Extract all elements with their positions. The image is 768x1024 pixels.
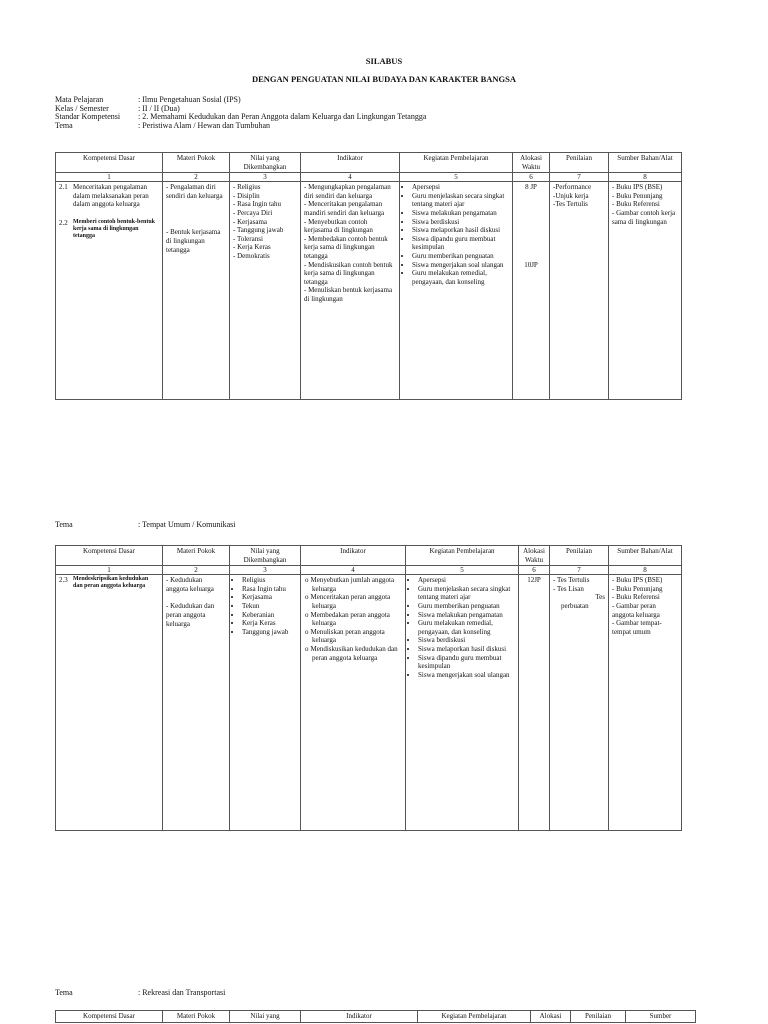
list-item: • Guru memberikan penguatan — [412, 252, 509, 261]
col-header: Sumber Bahan/Alat — [609, 153, 682, 173]
list-item: o Menuliskan peran anggota keluarga — [312, 628, 402, 645]
list-item: • Tanggung jawab — [242, 628, 297, 637]
col-number: 4 — [301, 173, 400, 182]
kd-text: Menceritakan pengalaman dalam melaksanakan peran dalam anggota keluarga — [73, 183, 149, 209]
col-header: Nilai yang — [230, 1011, 301, 1023]
tema-key: Tema — [55, 520, 73, 529]
list-item: • Siswa melaporkan hasil diskusi — [412, 226, 509, 235]
col-header: Kegiatan Pembelajaran — [418, 1011, 531, 1023]
col-number: 5 — [406, 566, 519, 575]
sumber-cell — [609, 575, 682, 831]
col-number: 3 — [230, 173, 301, 182]
list-item: - Buku Referensi — [612, 200, 660, 209]
col-number-row — [56, 566, 682, 575]
col-header: Materi Pokok — [163, 1011, 230, 1023]
list-item: - Demokratis — [233, 251, 270, 260]
col-number: 5 — [400, 173, 513, 182]
col-header: Indikator — [301, 1011, 418, 1023]
table-row — [56, 575, 682, 831]
list-item: - Tanggung jawab — [233, 226, 284, 235]
col-header: Penilaian — [571, 1011, 626, 1023]
col-header: Kegiatan Pembelajaran — [400, 153, 513, 173]
alokasi-value: 8 JP — [525, 183, 537, 192]
list-item: • Siswa dipandu guru membuat kesimpulan — [412, 235, 509, 252]
col-number: 7 — [550, 566, 609, 575]
list-item: • Siswa melakukan pengamatan — [418, 611, 515, 620]
col-header: Materi Pokok — [163, 153, 230, 173]
list-item: - Membedakan contoh bentuk kerja sama di lingkungan tetangga — [304, 234, 388, 260]
col-number: 2 — [163, 566, 230, 575]
list-item: • Apersepsi — [418, 576, 515, 585]
col-number: 4 — [301, 566, 406, 575]
tema-line — [55, 988, 225, 997]
materi-item: - Kedudukan anggota keluarga — [166, 576, 214, 593]
info-key: Kelas / Semester — [55, 103, 109, 113]
col-header: Materi Pokok — [163, 546, 230, 566]
nilai-cell — [230, 575, 301, 831]
list-item: • Guru menjelaskan secara singkat tentang materi ajar — [412, 192, 509, 209]
materi-cell — [163, 182, 230, 400]
col-header: Kegiatan Pembelajaran — [406, 546, 519, 566]
col-number: 1 — [56, 173, 163, 182]
col-header: Alokasi Waktu — [519, 546, 550, 566]
alokasi-cell — [519, 575, 550, 831]
col-header: Kompetensi Dasar — [56, 1011, 163, 1023]
tema-key: Tema — [55, 988, 73, 997]
list-item: - Menyebutkan contoh kerjasama di lingkungan — [304, 217, 373, 235]
kompetensi-dasar-cell — [56, 575, 163, 831]
list-item: o Menceritakan peran anggota keluarga — [312, 593, 402, 610]
syllabus-table-3 — [55, 1010, 696, 1023]
list-item: - Buku IPS (BSE) — [612, 183, 663, 192]
list-item: • Siswa dipandu guru membuat kesimpulan — [418, 654, 515, 671]
col-header: Penilaian — [550, 153, 609, 173]
col-number: 8 — [609, 566, 682, 575]
info-key: Standar Kompetensi — [55, 112, 121, 122]
table-row — [56, 182, 682, 400]
info-key: Mata Pelajaran — [55, 95, 104, 104]
penilaian-cell — [550, 182, 609, 400]
list-item: • Guru melakukan remedial, pengayaan, dan konseling — [418, 619, 515, 636]
info-value: : II / II (Dua) — [138, 103, 180, 113]
info-key: Tema — [55, 120, 73, 130]
list-item: - Kerja Keras — [233, 243, 271, 252]
list-item: • Guru memberikan penguatan — [418, 602, 515, 611]
list-item: - Tes Lisan — [553, 584, 584, 593]
list-item: - Percaya Diri — [233, 208, 273, 217]
kegiatan-cell — [406, 575, 519, 831]
col-header: Sumber Bahan/Alat — [609, 546, 682, 566]
kd-number: 2.3 — [59, 576, 68, 585]
tema-line — [55, 520, 236, 529]
col-header: Alokasi — [531, 1011, 571, 1023]
list-item: • Apersepsi — [412, 183, 509, 192]
alokasi-cell — [513, 182, 550, 400]
col-number: 6 — [519, 566, 550, 575]
list-item: o Membedakan peran anggota keluarga — [312, 611, 402, 628]
col-header: Kompetensi Dasar — [56, 153, 163, 173]
table-header-row — [56, 546, 682, 566]
list-item: • Siswa mengerjakan soal ulangan — [412, 261, 509, 270]
syllabus-table-1 — [55, 152, 682, 400]
list-item: • Siswa berdiskusi — [418, 636, 515, 645]
list-item: • Rasa Ingin tahu — [242, 585, 297, 594]
kd-number: 2.1 — [59, 183, 68, 192]
kegiatan-cell — [400, 182, 513, 400]
indikator-cell — [301, 575, 406, 831]
col-header: Alokasi Waktu — [513, 153, 550, 173]
col-header: Indikator — [301, 153, 400, 173]
list-item: perbuatan — [561, 601, 589, 610]
list-item: • Siswa melaporkan hasil diskusi — [418, 645, 515, 654]
list-item: - Menuliskan bentuk kerjasama di lingkungan — [304, 286, 393, 303]
list-item: -Tes Tertulis — [553, 200, 588, 209]
list-item: • Kerjasama — [242, 593, 297, 602]
indikator-cell — [301, 182, 400, 400]
info-value: : Peristiwa Alam / Hewan dan Tumbuhan — [138, 120, 270, 130]
list-item: - Religius — [233, 183, 261, 192]
kompetensi-dasar-cell — [56, 182, 163, 400]
list-item: • Kerja Keras — [242, 619, 297, 628]
col-number-row — [56, 173, 682, 182]
col-number: 3 — [230, 566, 301, 575]
list-item: • Keberanian — [242, 611, 297, 620]
col-header: Kompetensi Dasar — [56, 546, 163, 566]
materi-item: - Pengalaman diri sendiri dan keluarga — [166, 183, 223, 200]
materi-item: - Bentuk kerjasama di lingkungan tetangga — [166, 228, 221, 254]
col-header: Nilai yang Dikembangkan — [230, 546, 301, 566]
document-title: SILABUS — [365, 56, 403, 66]
materi-item: - Kedudukan dan peran anggota keluarga — [166, 602, 215, 628]
list-item: - Buku IPS (BSE) — [612, 576, 663, 585]
list-item: • Siswa berdiskusi — [412, 218, 509, 227]
info-row — [55, 122, 426, 131]
list-item: - Menceritakan pengalaman mandiri sendiri dan keluarga — [304, 200, 385, 217]
materi-cell — [163, 575, 230, 831]
list-item: o Mendiskusikan kedudukan dan peran anggota keluarga — [312, 645, 402, 662]
nilai-cell — [230, 182, 301, 400]
kd-text: Mendeskripsikan kedudukan dan peran anggota keluarga — [73, 576, 149, 590]
list-item: • Religius — [242, 576, 297, 585]
list-item: -Performance — [553, 183, 592, 192]
info-value: : 2. Memahami Kedudukan dan Peran Anggota dalam Keluarga dan Lingkungan Tetangga — [138, 112, 427, 122]
list-item: • Guru melakukan remedial, pengayaan, dan konseling — [412, 269, 509, 286]
list-item: - Buku Referensi — [612, 593, 660, 602]
table-header-row — [56, 153, 682, 173]
kd-text: Memberi contoh bentuk-bentuk kerja sama di lingkungan tetangga — [73, 218, 156, 239]
sumber-cell — [609, 182, 682, 400]
list-item: - Disiplin — [233, 191, 260, 200]
col-header: Indikator — [301, 546, 406, 566]
tema-value: : Rekreasi dan Transportasi — [138, 988, 226, 997]
info-block — [55, 96, 426, 130]
document-subtitle: DENGAN PENGUATAN NILAI BUDAYA DAN KARAKTER BANGSA — [251, 74, 516, 84]
tema-value: : Tempat Umum / Komunikasi — [138, 520, 236, 529]
col-number: 2 — [163, 173, 230, 182]
syllabus-table-2 — [55, 545, 682, 831]
list-item: o Menyebutkan jumlah anggota keluarga — [312, 576, 402, 593]
list-item: • Siswa melakukan pengamatan — [412, 209, 509, 218]
list-item: - Toleransi — [233, 234, 263, 243]
info-row — [55, 96, 426, 105]
table-header-row — [56, 1011, 696, 1023]
list-item: - Rasa Ingin tahu — [233, 200, 282, 209]
list-item: - Buku Penunjang — [612, 584, 663, 593]
list-item: • Siswa mengerjakan soal ulangan — [418, 671, 515, 680]
col-number: 1 — [56, 566, 163, 575]
list-item: - Mengungkapkan pengalaman diri sendiri dan keluarga — [304, 183, 391, 200]
alokasi-value: 10JP — [524, 260, 538, 269]
col-number: 7 — [550, 173, 609, 182]
col-number: 6 — [513, 173, 550, 182]
col-number: 8 — [609, 173, 682, 182]
list-item: - Gambar peran anggota keluarga — [612, 601, 660, 619]
list-item: • Tekun — [242, 602, 297, 611]
list-item: -Unjuk kerja — [553, 191, 589, 200]
list-item: - Gambar contoh kerja sama di lingkungan — [612, 208, 676, 226]
list-item: - Tes Tertulis — [553, 576, 590, 585]
alokasi-value: 12JP — [527, 576, 541, 585]
list-item: • Guru menjelaskan secara singkat tentang materi ajar — [418, 585, 515, 602]
list-item: - Gambar tempat-tempat umum — [612, 619, 662, 636]
info-value: : Ilmu Pengetahuan Sosial (IPS) — [138, 95, 241, 104]
col-header: Penilaian — [550, 546, 609, 566]
penilaian-cell — [550, 575, 609, 831]
col-header: Nilai yang Dikembangkan — [230, 153, 301, 173]
list-item: - Buku Penunjang — [612, 191, 663, 200]
col-header: Sumber — [626, 1011, 696, 1023]
list-item: - Mendiskusikan contoh bentuk kerja sama di lingkungan tetangga — [304, 260, 393, 286]
list-item: Tes — [595, 593, 605, 602]
list-item: - Kerjasama — [233, 217, 268, 226]
kd-number: 2.2 — [59, 218, 68, 227]
